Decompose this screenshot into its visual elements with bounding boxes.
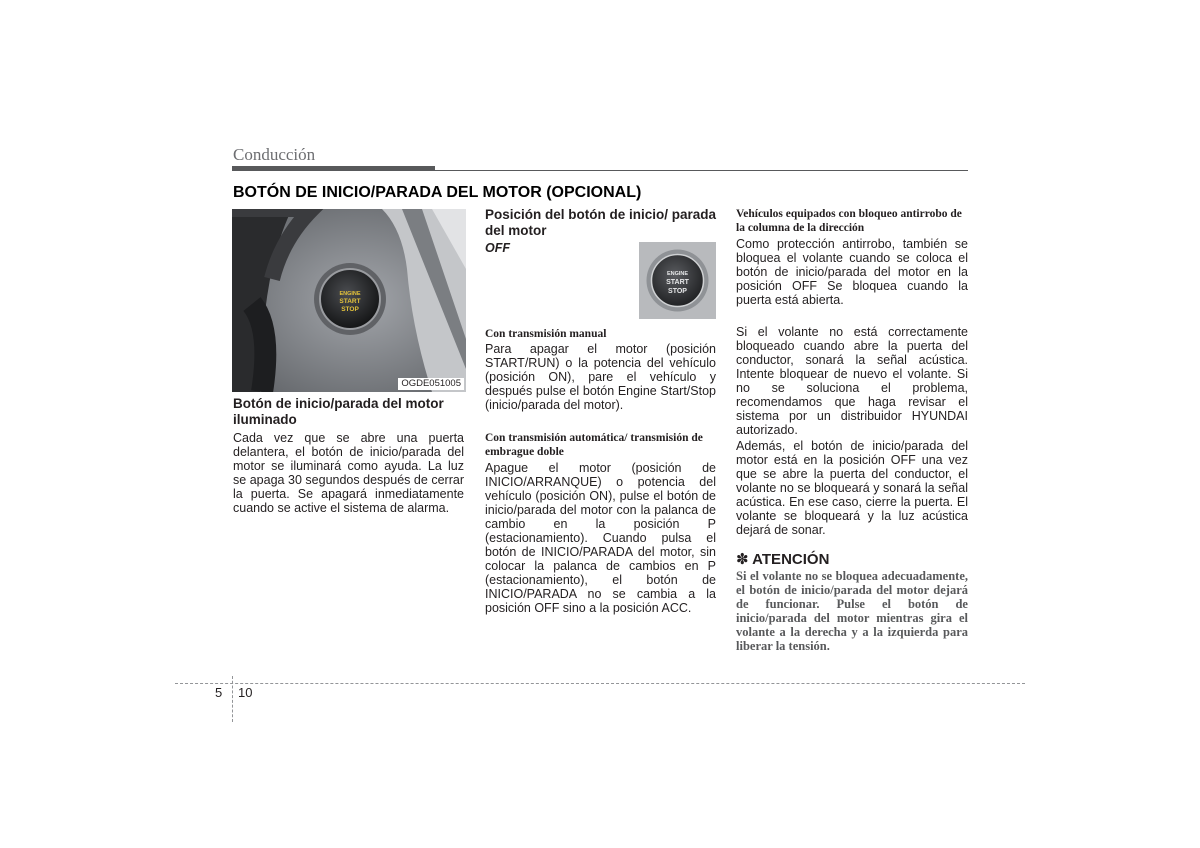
off-button-image — [639, 242, 716, 319]
page-heading: BOTÓN DE INICIO/PARADA DEL MOTOR (OPCIONAL) — [233, 184, 642, 201]
warning-body: Si el volante no se bloquea adecuadamente, el botón de inicio/parada del motor dejará de funcionar. Pulse el botón de inicio/parada del motor mientras gira el volante a la derecha y a la izquierda para liberar la tensión. — [736, 569, 968, 653]
manual-transmission-heading: Con transmisión manual — [485, 328, 607, 340]
small-button-text-engine: ENGINE — [666, 271, 689, 277]
steering-lock-paragraph-2: Si el volante no está correctamente bloqueado cuando abre la puerta del conductor, sonará la señal acústica. Intente bloquear de nuevo el volante. Si no se soluciona el problema, recomendamos que haga revisar el sistema por un distribuidor HYUNDAI autorizado. — [736, 325, 968, 437]
button-text-engine: ENGINE — [339, 291, 361, 297]
page-number: 10 — [238, 685, 253, 700]
footer-rule — [175, 683, 1025, 684]
position-heading: Posición del botón de inicio/ parada del motor — [485, 207, 717, 238]
chapter-number: 5 — [215, 685, 223, 700]
button-text-stop: STOP — [341, 306, 359, 313]
engine-button-photo — [232, 209, 466, 392]
small-button-text-start: START — [666, 279, 689, 286]
steering-lock-paragraph-3: Además, el botón de inicio/parada del motor está en la posición OFF una vez que se abre la puerta del conductor, el volante no se bloqueará y sonará la señal acústica. En ese caso, cierre la puerta. El volante se bloqueará y la luz acústica dejará de sonar. — [736, 439, 968, 537]
figure-code: OGDE051005 — [398, 378, 464, 390]
off-subheading: OFF — [485, 241, 510, 255]
section-title: Conducción — [233, 145, 316, 164]
button-text-start: START — [339, 298, 361, 305]
header-rule-thick — [232, 166, 435, 171]
manual-transmission-body: Para apagar el motor (posición START/RUN) o la potencia del vehículo (posición ON), pare el vehículo y después pulse el botón Engine Start/Stop (inicio/parada del motor). — [485, 342, 716, 412]
small-button-text-stop: STOP — [668, 288, 687, 295]
warning-title: ✽ ATENCIÓN — [736, 551, 830, 568]
steering-lock-heading: Vehículos equipados con bloqueo antirrobo de la columna de la dirección — [736, 208, 962, 234]
footer-divider — [232, 676, 233, 722]
steering-lock-paragraph-1: Como protección antirrobo, también se bloquea el volante cuando se coloca el botón de inicio/parada del motor en la posición OFF Se bloquea cuando la puerta está abierta. — [736, 237, 968, 307]
header-rule-thin — [435, 170, 968, 171]
illuminated-body: Cada vez que se abre una puerta delantera, el botón de inicio/parada del motor se iluminará como ayuda. La luz se apaga 30 segundos después de cerrar la puerta. Se apagará inmediatamente cuando se active el sistema de alarma. — [233, 431, 464, 515]
automatic-transmission-heading: Con transmisión automática/ transmisión de embrague doble — [485, 432, 703, 458]
illuminated-heading: Botón de inicio/parada del motor iluminado — [233, 396, 444, 427]
automatic-transmission-body: Apague el motor (posición de INICIO/ARRANQUE) o potencia del vehículo (posición ON), pulse el botón de inicio/parada del motor con la palanca de cambio en la posición P (estacionamiento). Cuando pulsa el botón de INICIO/PARADA del motor, sin colocar la palanca de cambios en P (estacionamiento), el botón de INICIO/PARADA no se cambia a la posición OFF sino a la posición ACC. — [485, 461, 716, 615]
